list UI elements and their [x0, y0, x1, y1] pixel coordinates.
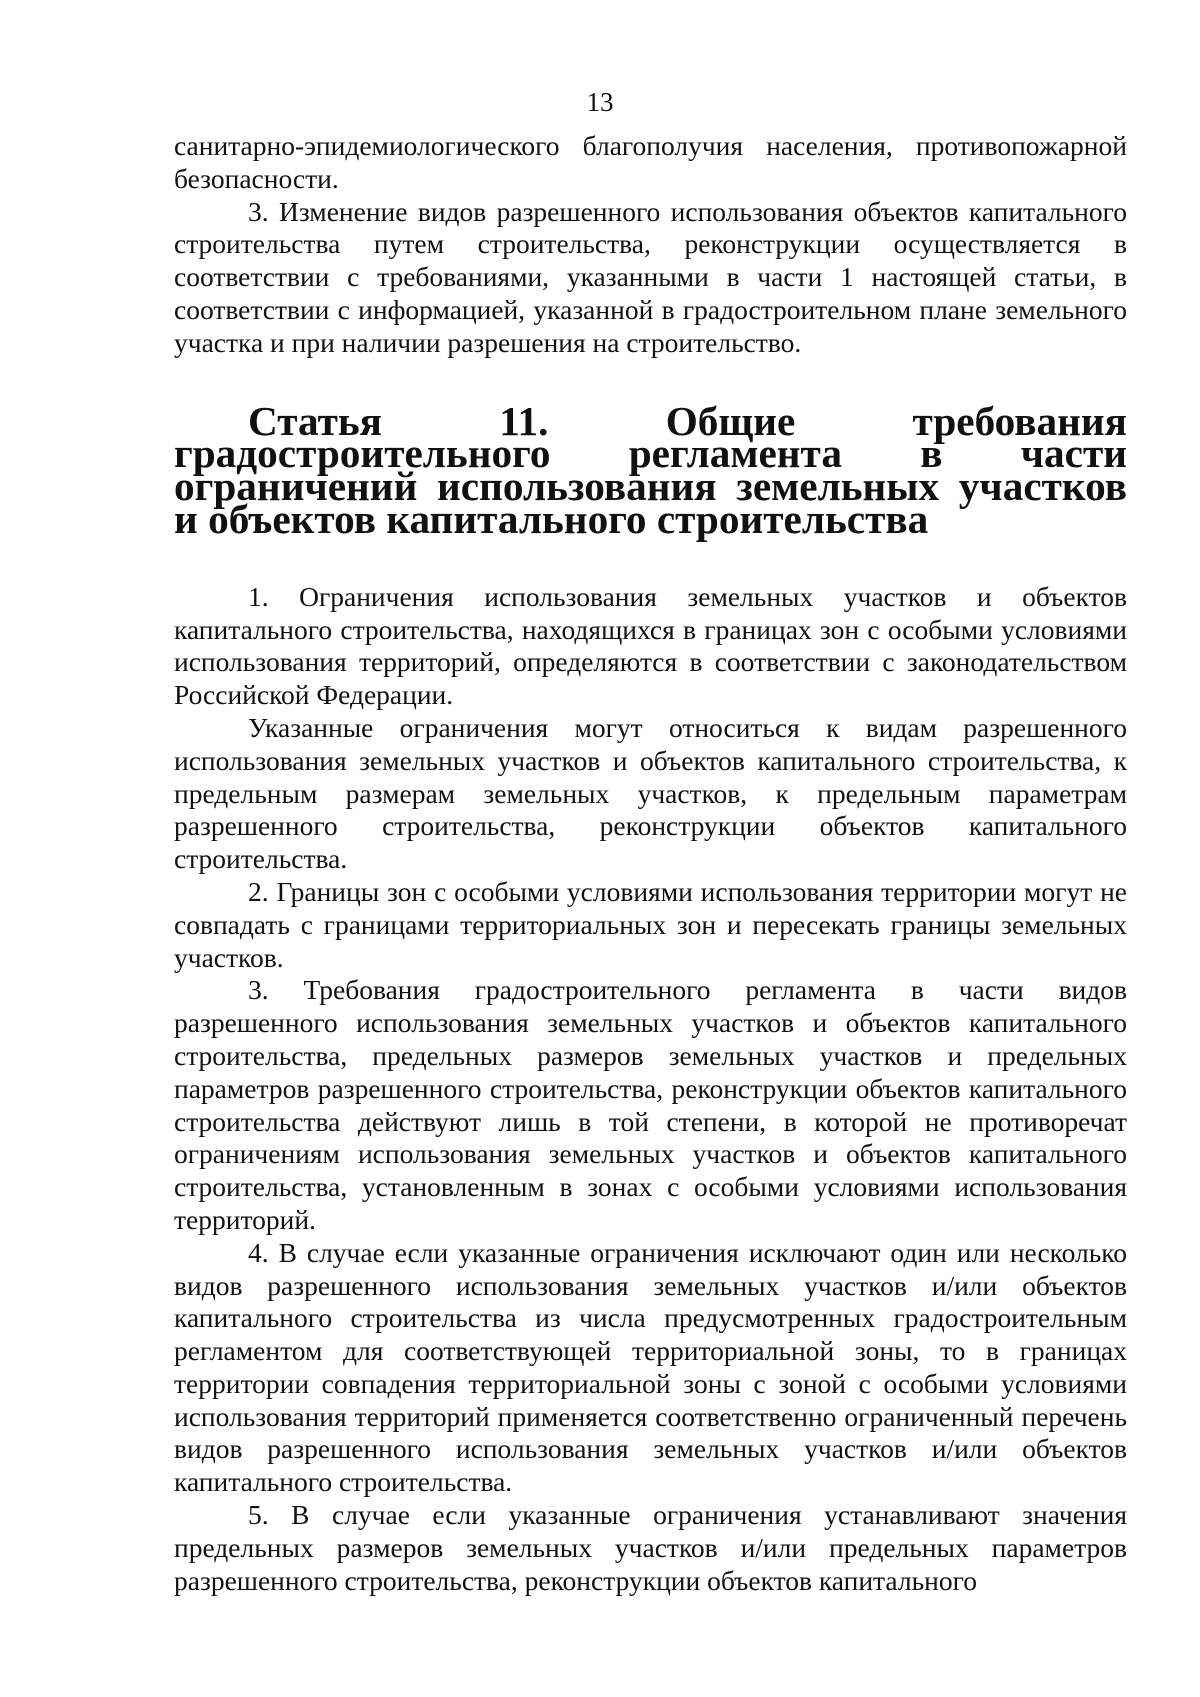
paragraph-item-3-requirements: 3. Требования градостроительного регламента в части видов разрешенного использования земельных участков и объектов капитального строительства, предельных размеров земельных участков и предельных параметров разрешенного строительства, реконструкции объектов капитального строительства действуют лишь в той степени, в которой не противоречат ограничениям использования земельных участков и объектов капитального строительства, установленным в зонах с особыми условиями использования территорий.: [174, 974, 1127, 1235]
paragraph-item-4: 4. В случае если указанные ограничения исключают один или несколько видов разрешенного использования земельных участков и/или объектов капитального строительства из числа предусмотренных градостроительным регламентом для соответствующей территориальной зоны, то в границах территории совпадения территориальной зоны с зоной с особыми условиями использования территорий применяется соответственно ограниченный перечень видов разрешенного использования земельных участков и/или объектов капитального строительства.: [174, 1236, 1127, 1498]
document-body: [174, 130, 1127, 1597]
paragraph-item-2: 2. Границы зон с особыми условиями использования территории могут не совпадать с границами территориальных зон и пересекать границы земельных участков.: [174, 875, 1127, 973]
paragraph-restrictions: Указанные ограничения могут относиться к видам разрешенного использования земельных участков и объектов капитального строительства, к предельным размерам земельных участков, к предельным параметрам разрешенного строительства, реконструкции объектов капитального строительства.: [174, 711, 1127, 875]
paragraph-item-3: 3. Изменение видов разрешенного использования объектов капитального строительства путем строительства, реконструкции осуществляется в соответствии с требованиями, указанными в части 1 настоящей статьи, в соответствии с информацией, указанной в градостроительном плане земельного участка и при наличии разрешения на строительство.: [174, 195, 1127, 358]
article-heading: Статья 11. Общие требования градостроительного регламента в части ограничений использования земельных участков и объектов капитального строительства: [174, 397, 1127, 542]
page-number: 13: [586, 87, 614, 117]
paragraph-item-1: 1. Ограничения использования земельных участков и объектов капитального строительства, находящихся в границах зон с особыми условиями использования территорий, определяются в соответствии с законодательством Российской Федерации.: [174, 580, 1127, 711]
paragraph-item-5: 5. В случае если указанные ограничения устанавливают значения предельных размеров земельных участков и/или предельных параметров разрешенного строительства, реконструкции объектов капитального: [174, 1499, 1127, 1596]
paragraph-continuation: санитарно-эпидемиологического благополучия населения, противопожарной безопасности.: [174, 130, 1127, 194]
